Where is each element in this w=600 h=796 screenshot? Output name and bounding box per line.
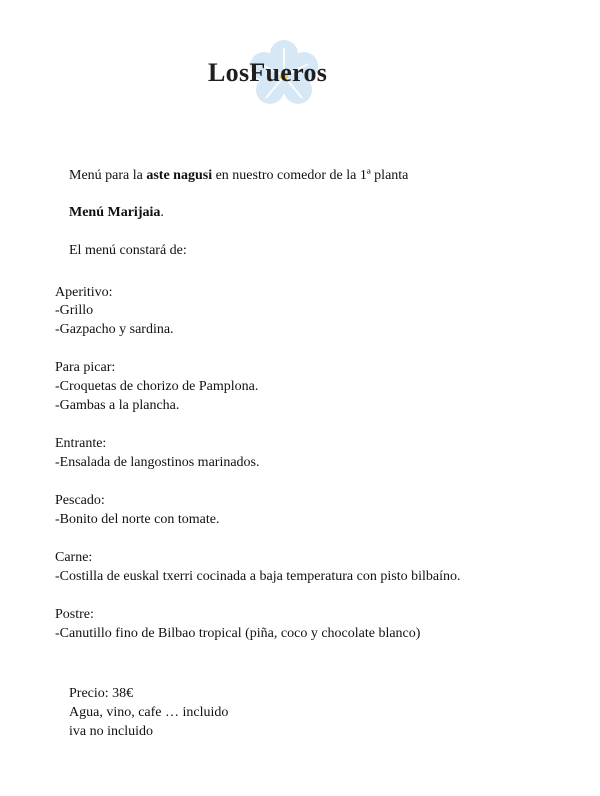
list-item: -Ensalada de langostinos marinados. bbox=[55, 455, 260, 470]
iva-line: iva no incluido bbox=[69, 724, 153, 739]
list-item: -Gambas a la plancha. bbox=[55, 398, 180, 413]
list-item: -Bonito del norte con tomate. bbox=[55, 512, 220, 527]
section-title-para-picar: Para picar: bbox=[55, 360, 116, 375]
constara-line: El menú constará de: bbox=[69, 243, 187, 258]
intro-line bbox=[69, 167, 408, 185]
price-line: Precio: 38€ bbox=[69, 686, 134, 701]
intro-post: en nuestro comedor de la 1ª planta bbox=[212, 168, 409, 183]
section-title-entrante: Entrante: bbox=[55, 436, 107, 451]
intro-bold: aste nagusi bbox=[146, 168, 213, 183]
list-item: -Grillo bbox=[55, 303, 94, 318]
menu-name-tail: . bbox=[160, 205, 164, 220]
included-line: Agua, vino, cafe … incluido bbox=[69, 705, 229, 720]
section-title-carne: Carne: bbox=[55, 550, 93, 565]
list-item: -Gazpacho y sardina. bbox=[55, 322, 174, 337]
logo bbox=[208, 40, 343, 115]
section-title-aperitivo: Aperitivo: bbox=[55, 285, 113, 300]
section-title-postre: Postre: bbox=[55, 607, 94, 622]
brand-name: LosFueros bbox=[208, 58, 328, 87]
section-title-pescado: Pescado: bbox=[55, 493, 105, 508]
list-item: -Costilla de euskal txerri cocinada a baja temperatura con pisto bilbaíno. bbox=[55, 569, 461, 584]
list-item: -Croquetas de chorizo de Pamplona. bbox=[55, 379, 259, 394]
intro-pre: Menú para la bbox=[69, 168, 147, 183]
menu-name: Menú Marijaia bbox=[69, 205, 161, 220]
menu-name-line bbox=[69, 204, 164, 222]
list-item: -Canutillo fino de Bilbao tropical (piña, coco y chocolate blanco) bbox=[55, 626, 421, 641]
